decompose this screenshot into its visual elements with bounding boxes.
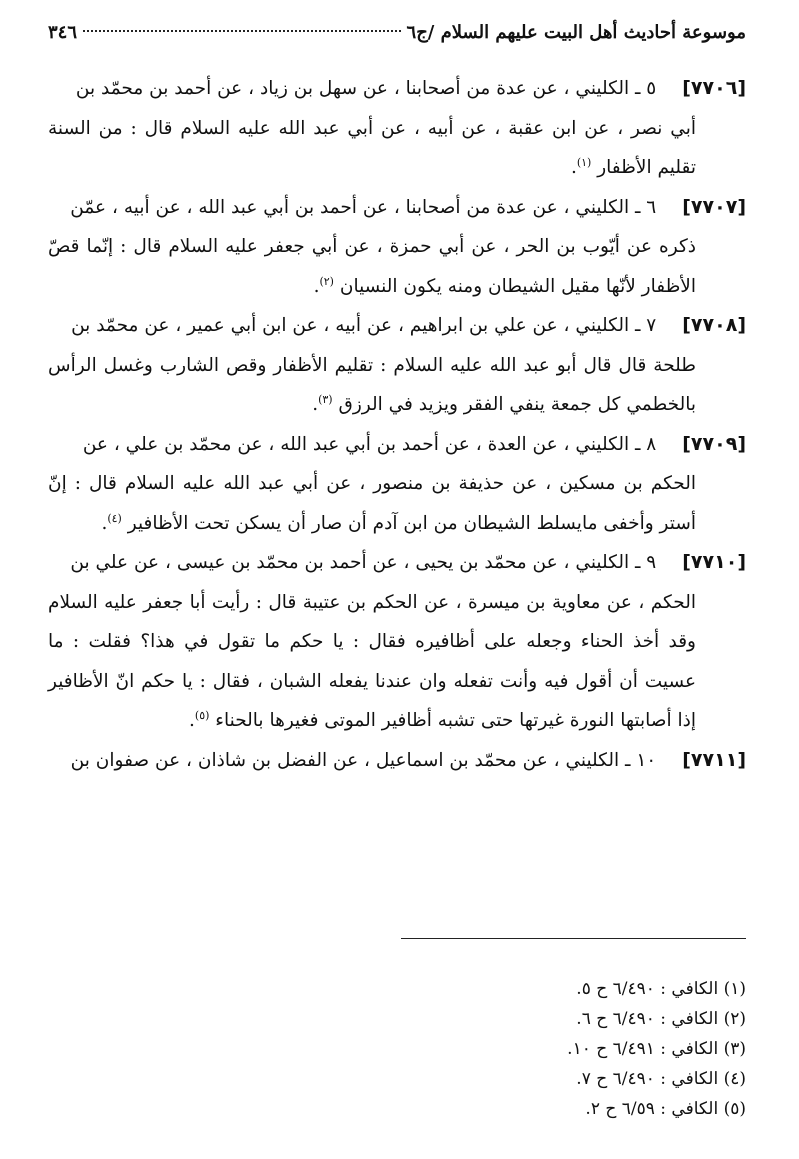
hadith-first-line: ٨ ـ الكليني ، عن العدة ، عن أحمد بن أبي عبد الله ، عن محمّد بن علي ، عن bbox=[82, 433, 657, 455]
hadith-text: طلحة قال قال أبو عبد الله عليه السلام : تقليم الأظفار وقص الشارب وغسل الرأس بالخطمي كل جمعة ينفي الفقر ويزيد في الرزق bbox=[48, 354, 696, 415]
hadith-first-line: ١٠ ـ الكليني ، عن محمّد بن اسماعيل ، عن الفضل بن شاذان ، عن صفوان بن bbox=[70, 749, 657, 771]
footnote-separator bbox=[401, 938, 746, 939]
hadith-entry: [٧٧٠٨]٧ ـ الكليني ، عن علي بن ابراهيم ، عن أبيه ، عن ابن أبي عمير ، عن محمّد بن طلحة قال قال أبو عبد الله عليه السلام : تقليم الأظفار وقص الشارب وغسل الرأس بالخطمي كل جمعة ينفي الفقر ويزيد في الرزق $^{(٣)}$. bbox=[48, 306, 746, 425]
hadith-text: ذكره عن أيّوب بن الحر ، عن أبي حمزة ، عن أبي جعفر عليه السلام قال : إنّما قصّ الأظفار لأنّها مقيل الشيطان ومنه يكون النسيان bbox=[48, 236, 696, 297]
hadith-text: الحكم بن مسكين ، عن حذيفة بن منصور ، عن أبي عبد الله عليه السلام قال : إنّ أستر وأخفى مايسلط الشيطان من ابن آدم أن صار أن يسكن تحت الأظافير bbox=[48, 473, 696, 534]
header-leader-dots bbox=[83, 30, 401, 32]
footnotes bbox=[48, 974, 746, 1124]
running-header bbox=[48, 22, 746, 57]
hadith-entry: [٧٧٠٦]٥ ـ الكليني ، عن عدة من أصحابنا ، عن سهل بن زياد ، عن أحمد بن محمّد بن أبي نصر ، عن ابن عقبة ، عن أبيه ، عن أبي عبد الله عليه السلام قال : من السنة تقليم الأظفار $^{(١)}$. bbox=[48, 69, 746, 188]
hadith-first-line: ٩ ـ الكليني ، عن محمّد بن يحيى ، عن أحمد بن محمّد بن عيسى ، عن علي بن bbox=[70, 552, 657, 573]
footnote-ref[interactable]: (٤) bbox=[107, 511, 122, 525]
hadith-first-line: ٧ ـ الكليني ، عن علي بن ابراهيم ، عن أبيه ، عن ابن أبي عمير ، عن محمّد بن bbox=[71, 315, 657, 336]
hadith-entry: [٧٧١٠]٩ ـ الكليني ، عن محمّد بن يحيى ، عن أحمد بن محمّد بن عيسى ، عن علي بن الحكم ، عن معاوية بن ميسرة ، عن الحكم بن عتيبة قال : رأيت أبا جعفر عليه السلام وقد أخذ الحناء وجعله على أظافيره فقال : يا حكم ما تقول في هذا؟ فقلت : ما عسيت أن أقول فيه وأنت تفعله وان عندنا يفعله الشبان ، فقال : يا حكم انّ الأظافير إذا أصابتها النورة غيرتها حتى تشبه أظافير الموتى فغيرها بالحناء $^{(٥)}$. bbox=[48, 543, 746, 741]
hadith-first-line: ٦ ـ الكليني ، عن عدة من أصحابنا ، عن أحمد بن أبي عبد الله ، عن أبيه ، عمّن bbox=[70, 196, 657, 218]
book-page bbox=[48, 22, 746, 1119]
hadith-text: الحكم ، عن معاوية بن ميسرة ، عن الحكم بن عتيبة قال : رأيت أبا جعفر عليه السلام وقد أخذ الحناء وجعله على أظافيره فقال : يا حكم ما تقول في هذا؟ فقلت : ما عسيت أن أقول فيه وأنت تفعله وان عندنا يفعله الشبان ، فقال : يا حكم انّ الأظافير إذا أصابتها النورة غيرتها حتى تشبه أظافير الموتى فغيرها بالحناء bbox=[48, 591, 696, 731]
hadith-text: أبي نصر ، عن ابن عقبة ، عن أبيه ، عن أبي عبد الله عليه السلام قال : من السنة تقليم الأظفار bbox=[48, 117, 696, 178]
hadith-list bbox=[48, 69, 746, 780]
hadith-number: [٧٧٠٨] bbox=[682, 314, 746, 336]
hadith-number: [٧٧١١] bbox=[682, 748, 746, 771]
footnote-ref[interactable]: (٣) bbox=[318, 392, 333, 406]
footnote: (٢) الكافي : ٦/٤٩٠ ح ٦. bbox=[576, 1009, 746, 1029]
footnote: (٤) الكافي : ٦/٤٩٠ ح ٧. bbox=[576, 1069, 746, 1089]
hadith-first-line: ٥ ـ الكليني ، عن عدة من أصحابنا ، عن سهل بن زياد ، عن أحمد بن محمّد بن bbox=[75, 78, 657, 99]
hadith-number: [٧٧١٠] bbox=[682, 551, 746, 573]
footnote-ref[interactable]: (١) bbox=[576, 155, 592, 169]
footnote-ref[interactable]: (٥) bbox=[194, 708, 210, 722]
footnote: (٥) الكافي : ٦/٥٩ ح ٢. bbox=[585, 1099, 746, 1119]
hadith-number: [٧٧٠٧] bbox=[682, 195, 746, 218]
running-title: موسوعة أحاديث أهل البيت عليهم السلام /ج٦ bbox=[406, 22, 746, 43]
hadith-number: [٧٧٠٦] bbox=[682, 77, 746, 99]
hadith-entry bbox=[48, 741, 746, 781]
page-number: ٣٤٦ bbox=[48, 22, 78, 43]
footnote: (١) الكافي : ٦/٤٩٠ ح ٥. bbox=[576, 979, 746, 999]
hadith-number: [٧٧٠٩] bbox=[682, 432, 746, 455]
hadith-entry: [٧٧٠٧]٦ ـ الكليني ، عن عدة من أصحابنا ، عن أحمد بن أبي عبد الله ، عن أبيه ، عمّن ذكره عن أيّوب بن الحر ، عن أبي حمزة ، عن أبي جعفر عليه السلام قال : إنّما قصّ الأظفار لأنّها مقيل الشيطان ومنه يكون النسيان $^{(٢)}$. bbox=[48, 188, 746, 307]
footnote-ref[interactable]: (٢) bbox=[319, 274, 334, 288]
hadith-entry: [٧٧٠٩]٨ ـ الكليني ، عن العدة ، عن أحمد بن أبي عبد الله ، عن محمّد بن علي ، عن الحكم بن مسكين ، عن حذيفة بن منصور ، عن أبي عبد الله عليه السلام قال : إنّ أستر وأخفى مايسلط الشيطان من ابن آدم أن صار أن يسكن تحت الأظافير $^{(٤)}$. bbox=[48, 425, 746, 544]
footnote: (٣) الكافي : ٦/٤٩١ ح ١٠. bbox=[567, 1039, 746, 1059]
